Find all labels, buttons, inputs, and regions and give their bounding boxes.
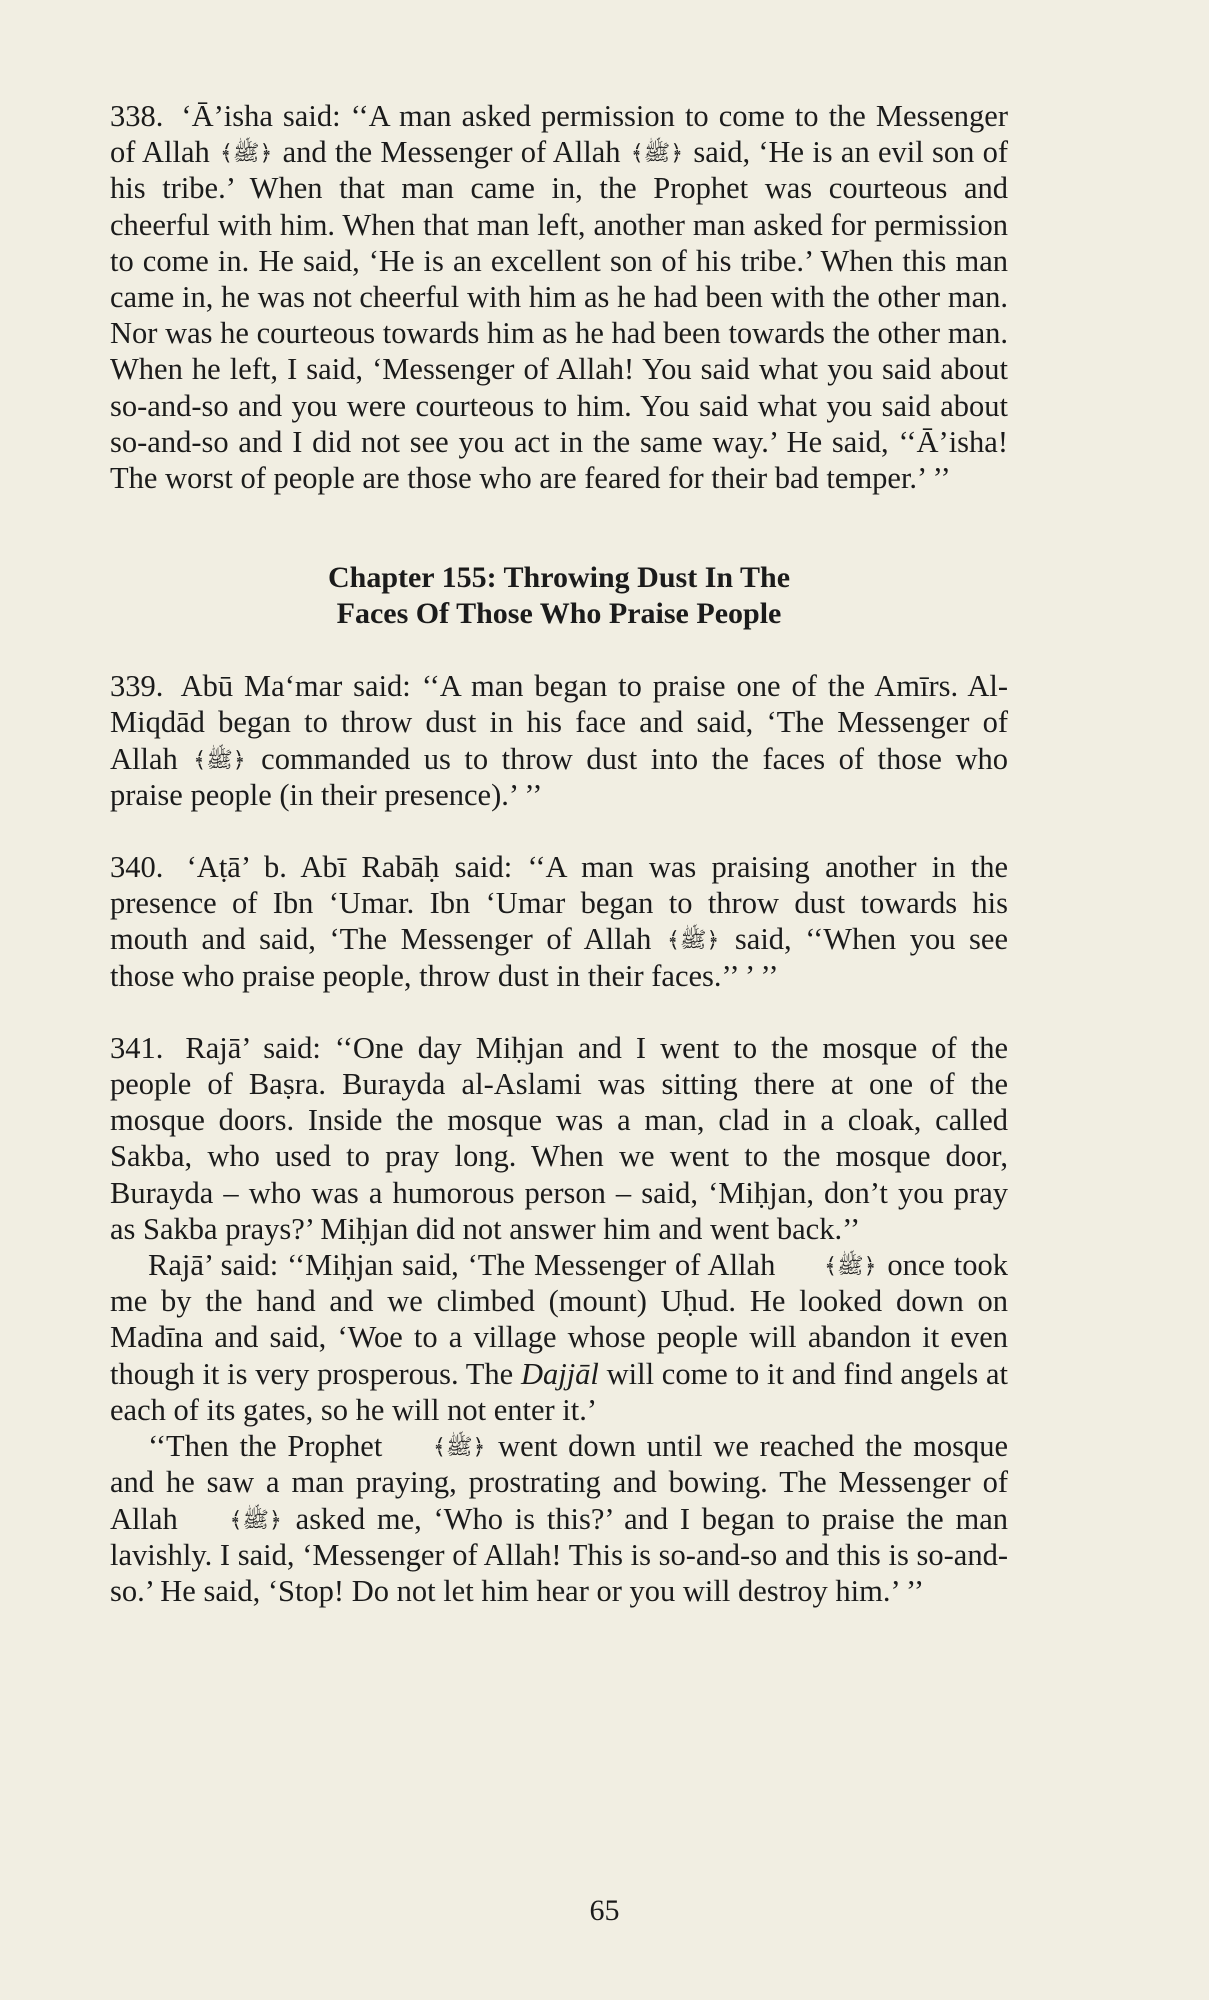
hadith-339 (110, 668, 1008, 813)
honorific-icon: ﴾ﷺ﴿ (193, 746, 246, 772)
honorific-icon: ﴾ﷺ﴿ (666, 927, 720, 953)
chapter-heading-line-1: Chapter 155: Throwing Dust In The (327, 561, 791, 595)
hadith-text: went down until we reached the mosque and he saw a man praying, prostrating and bowing. The Messenger of Allah (110, 1429, 1008, 1536)
hadith-text: said, ‘‘When you see those who praise people, throw dust in their faces.’’ ’ ’’ (110, 922, 1008, 993)
hadith-text: commanded us to throw dust into the faces of those who praise people (in their presence).’ ’’ (110, 741, 1008, 812)
hadith-text: ‘‘Then the Prophet (148, 1429, 394, 1464)
hadith-text: once took me by the hand and we climbed (mount) Uḥud. He looked down on Madīna and said, ‘Woe to a village whose people will abandon it even though it is very prosperous. The (110, 1248, 1008, 1391)
hadith-number: 341. (110, 1030, 164, 1065)
honorific-icon: ﴾ﷺ﴿ (433, 1434, 486, 1460)
hadith-text: ‘Aṭā’ b. Abī Rabāḥ said: ‘‘A man was praising another in the presence of Ibn ‘Umar. Ibn ‘Umar began to throw dust towards his mouth and said, ‘The Messenger of Allah (110, 850, 1009, 957)
hadith-number: 339. (110, 669, 164, 704)
hadith-text: Abū Ma‘mar said: ‘‘A man began to praise one of the Amīrs. Al-Miqdād began to throw dust in his face and said, ‘The Messenger of Allah (110, 669, 1008, 776)
honorific-icon: ﴾ﷺ﴿ (219, 140, 273, 166)
hadith-338 (110, 98, 1008, 496)
hadith-text: ‘Ā’isha said: ‘‘A man asked permission to come to the Messenger of Allah (110, 99, 1008, 170)
hadith-341-continuation-2 (110, 1428, 1008, 1609)
hadith-text: Rajā’ said: ‘‘Miḥjan said, ‘The Messenger of Allah (148, 1248, 785, 1283)
hadith-341 (110, 1030, 1008, 1247)
hadith-number: 338. (110, 99, 164, 133)
page-body (110, 98, 1008, 1609)
hadith-number: 340. (110, 850, 164, 885)
honorific-icon: ﴾ﷺ﴿ (630, 140, 684, 166)
hadith-text: Rajā’ said: ‘‘One day Miḥjan and I went to the mosque of the people of Baṣra. Burayda al-Aslami was sitting there at one of the mosque doors. Inside the mosque was a man, clad in a cloak, called Sakba, who used to pray long. When we went to the mosque door, Burayda – who was a humorous person – said, ‘Miḥjan, don’t you pray as Sakba prays?’ Miḥjan did not answer him and went back.’’ (110, 1030, 1008, 1246)
hadith-text: will come to it and find angels at each of its gates, so he will not enter it.’ (110, 1356, 1009, 1427)
hadith-text: and the Messenger of Allah (274, 135, 629, 170)
hadith-341-continuation (110, 1247, 1008, 1428)
honorific-icon: ﴾ﷺ﴿ (229, 1506, 282, 1532)
hadith-text: asked me, ‘Who is this?’ and I began to praise the man lavishly. I said, ‘Messenger of Allah! This is so-and-so and this is so-and-so.’ He said, ‘Stop! Do not let him hear or you will destroy him.’ ’’ (110, 1501, 1008, 1608)
hadith-text: said, ‘He is an evil son of his tribe.’ When that man came in, the Prophet was courteous and cheerful with him. When that man left, another man asked for permission to come in. He said, ‘He is an excellent son of his tribe.’ When this man came in, he was not cheerful with him as he had been with the other man. Nor was he courteous towards him as he had been towards the other man. When he left, I said, ‘Messenger of Allah! You said what you said about so-and-so and you were courteous to him. You said what you said about so-and-so and I did not see you act in the same way.’ He said, ‘‘Ā’isha! The worst of people are those who are feared for their bad temper.’ ’’ (110, 135, 1008, 496)
chapter-heading-line-2: Faces Of Those Who Praise People (336, 597, 782, 631)
honorific-icon: ﴾ﷺ﴿ (824, 1253, 877, 1279)
hadith-340 (110, 849, 1008, 994)
italic-term: Dajjāl (520, 1356, 599, 1391)
page-number: 65 (589, 1894, 620, 1927)
